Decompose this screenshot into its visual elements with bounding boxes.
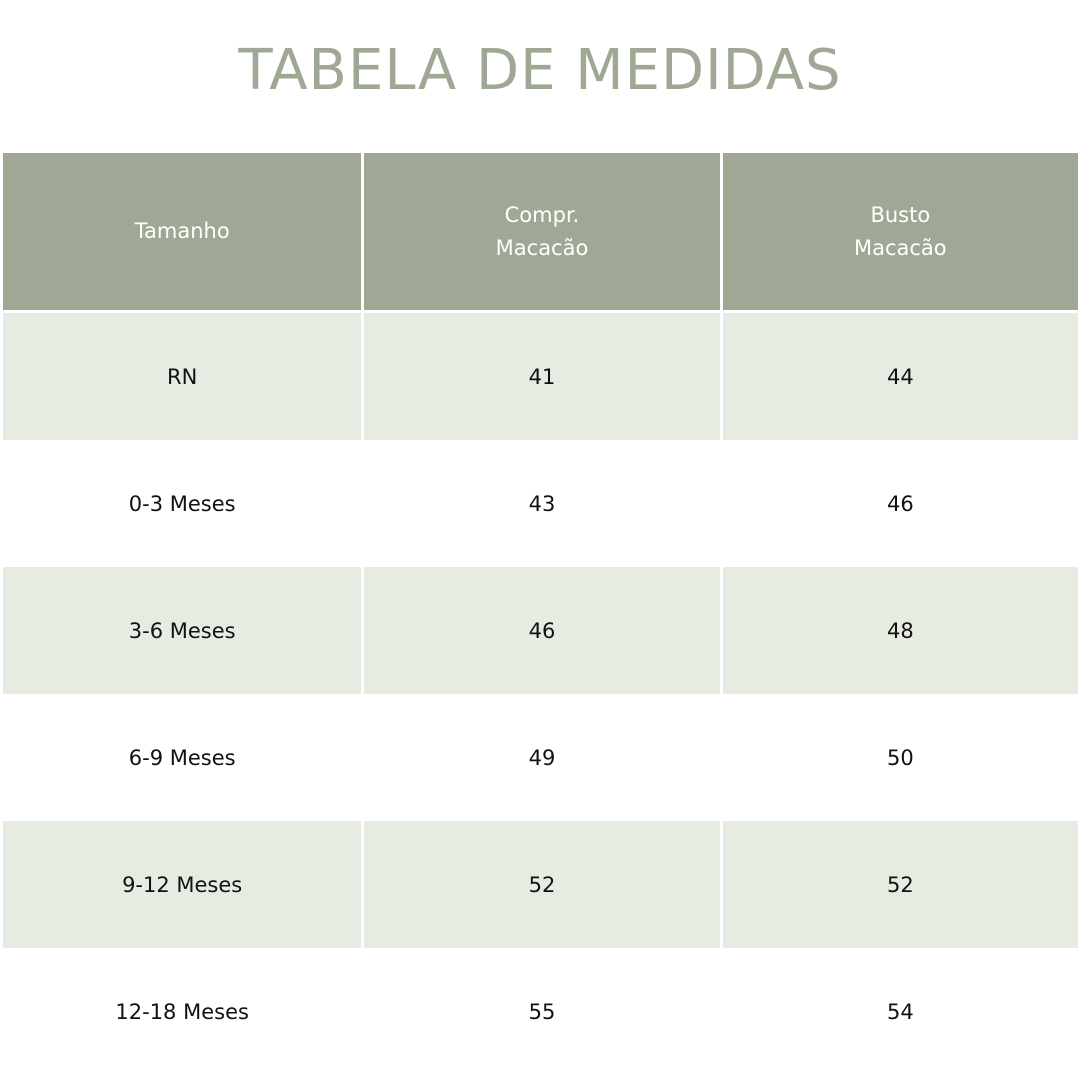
header-length-line1: Compr. bbox=[504, 202, 580, 227]
cell-bust: 50 bbox=[720, 694, 1078, 821]
cell-length: 46 bbox=[361, 567, 719, 694]
table-row bbox=[3, 567, 1078, 694]
cell-length: 43 bbox=[361, 440, 719, 567]
cell-size: 9-12 Meses bbox=[3, 821, 361, 948]
table-header-row bbox=[3, 153, 1078, 313]
table-row bbox=[3, 948, 1078, 1075]
cell-length: 41 bbox=[361, 313, 719, 440]
page-title: TABELA DE MEDIDAS bbox=[238, 38, 842, 103]
header-size-label: Tamanho bbox=[134, 219, 230, 243]
header-length bbox=[361, 153, 719, 313]
cell-size: 3-6 Meses bbox=[3, 567, 361, 694]
cell-size: 12-18 Meses bbox=[3, 948, 361, 1075]
cell-bust: 46 bbox=[720, 440, 1078, 567]
cell-bust: 52 bbox=[720, 821, 1078, 948]
table-row bbox=[3, 313, 1078, 440]
cell-bust: 54 bbox=[720, 948, 1078, 1075]
size-table bbox=[3, 153, 1078, 1075]
table-row bbox=[3, 440, 1078, 567]
header-length-line2: Macacão bbox=[495, 235, 589, 260]
header-bust-line1: Busto bbox=[870, 202, 931, 227]
cell-size: 0-3 Meses bbox=[3, 440, 361, 567]
header-bust bbox=[720, 153, 1078, 313]
cell-length: 52 bbox=[361, 821, 719, 948]
cell-bust: 48 bbox=[720, 567, 1078, 694]
table-row bbox=[3, 694, 1078, 821]
cell-bust: 44 bbox=[720, 313, 1078, 440]
header-size bbox=[3, 153, 361, 313]
header-bust-line2: Macacão bbox=[853, 235, 947, 260]
cell-length: 55 bbox=[361, 948, 719, 1075]
cell-size: 6-9 Meses bbox=[3, 694, 361, 821]
cell-size: RN bbox=[3, 313, 361, 440]
cell-length: 49 bbox=[361, 694, 719, 821]
table-row bbox=[3, 821, 1078, 948]
